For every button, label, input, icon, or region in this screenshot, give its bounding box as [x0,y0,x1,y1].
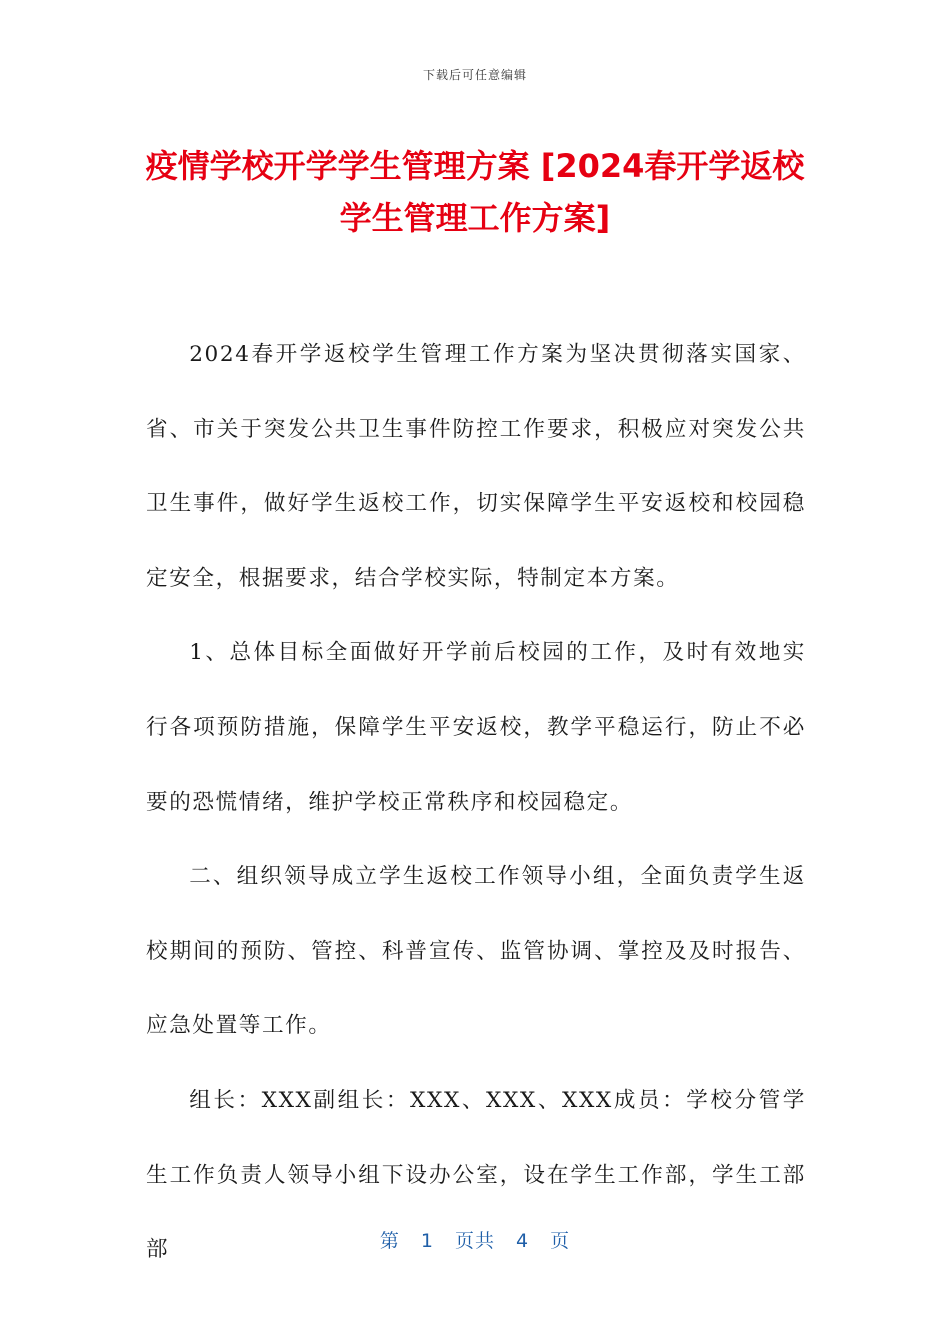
body-paragraph: 2024春开学返校学生管理工作方案为坚决贯彻落实国家、省、市关于突发公共卫生事件防控工作要求，积极应对突发公共卫生事件，做好学生返校工作，切实保障学生平安返校和校园稳定安全，根据要求，结合学校实际，特制定本方案。 [146,342,806,591]
document-title: 疫情学校开学学生管理方案 [2024春开学返校学生管理工作方案] [145,147,805,237]
page-footer [0,1226,950,1253]
page-number-label: 第 1 页共 4 页 [379,1230,571,1252]
body-paragraph: 组长：XXX副组长：XXX、XXX、XXX成员：学校分管学生工作负责人领导小组下设办公室，设在学生工作部，学生工部部 [146,1087,806,1263]
document-body [146,318,806,1288]
body-paragraph: 1、总体目标全面做好开学前后校园的工作，及时有效地实行各项预防措施，保障学生平安返校，教学平稳运行，防止不必要的恐慌情绪，维护学校正常秩序和校园稳定。 [146,640,806,815]
body-paragraph: 二、组织领导成立学生返校工作领导小组，全面负责学生返校期间的预防、管控、科普宣传、监管协调、掌控及及时报告、应急处置等工作。 [146,864,806,1039]
header-note: 下载后可任意编辑 [422,68,527,82]
